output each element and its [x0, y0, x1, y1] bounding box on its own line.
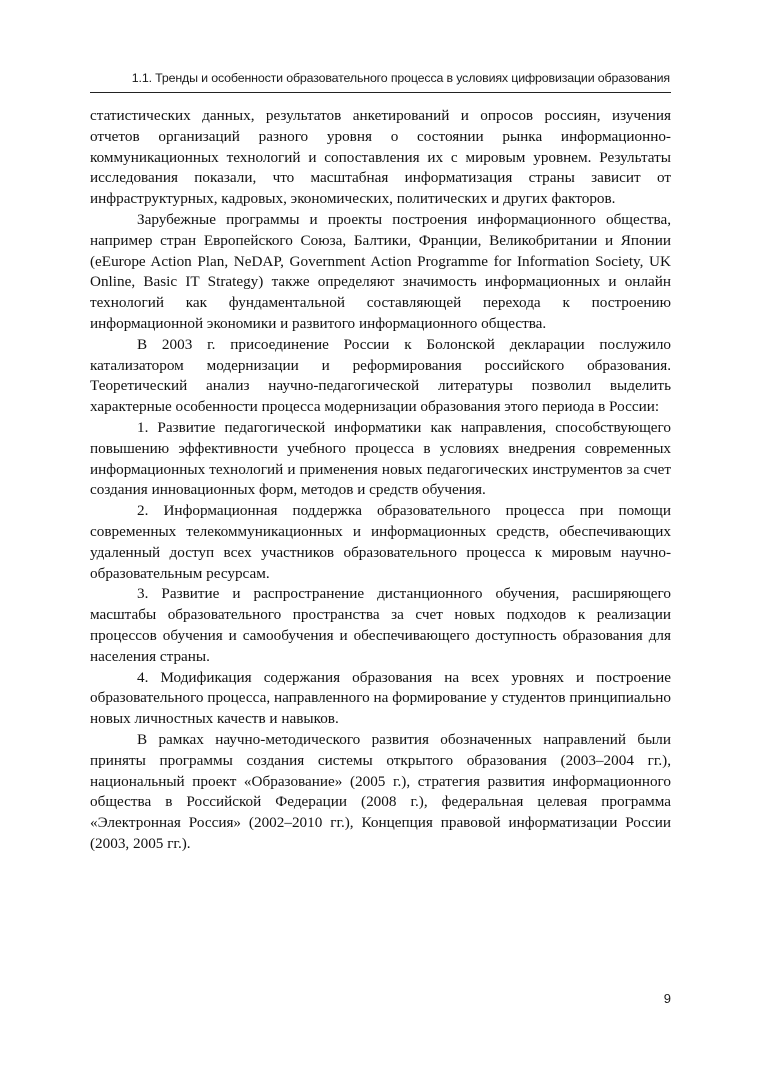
- paragraph-foreign-programs: Зарубежные программы и проекты построения информационного общества, например стран Европейского Союза, Балтики, Франции, Великобритании и Японии (eEurope Action Plan, NeDAP, Government Action Programme for Information Society, UK Online, Basic IT Strategy) также определяют значимость информационных и онлайн технологий как фундаментальной составляющей перехода к построению информационной экономики и развитого информационного общества.: [90, 210, 671, 332]
- body-text: [90, 106, 671, 855]
- paragraph-continuation: статистических данных, результатов анкетирований и опросов россиян, изучения отчетов организаций разного уровня о состоянии рынка информационно-коммуникационных технологий и сопоставления их с мировым уровнем. Результаты исследования показали, что масштабная информатизация страны зависит от инфраструктурных, кадровых, экономических, политических и других факторов.: [90, 107, 671, 208]
- list-item-2: 2. Информационная поддержка образовательного процесса при помощи современных телекоммуникационных и информационных средств, обеспечивающих удаленный доступ всех участников образовательного процесса к мировым научно-образовательным ресурсам.: [90, 502, 671, 582]
- header-rule: [90, 92, 671, 93]
- list-item-3: 3. Развитие и распространение дистанционного обучения, расширяющего масштабы образовательного пространства за счет новых подходов к реализации процессов обучения и самообучения и обеспечивающего доступность образования для населения страны.: [90, 585, 671, 665]
- list-item-4: 4. Модификация содержания образования на всех уровнях и построение образовательного процесса, направленного на формирование у студентов принципиально новых личностных качеств и навыков.: [90, 668, 671, 728]
- paragraph-programs: В рамках научно-методического развития обозначенных направлений были приняты программы создания системы открытого образования (2003–2004 гг.), национальный проект «Образование» (2005 г.), стратегия развития информационного общества в Российской Федерации (2008 г.), федеральная целевая программа «Электронная Россия» (2002–2010 гг.), Концепция правовой информатизации России (2003, 2005 гг.).: [90, 730, 671, 852]
- list-item-1: 1. Развитие педагогической информатики как направления, способствующего повышению эффективности учебного процесса в условиях внедрения современных информационных технологий и применения новых педагогических инструментов за счет создания инновационных форм, методов и средств обучения.: [90, 418, 671, 499]
- paragraph-bologna: В 2003 г. присоединение России к Болонской декларации послужило катализатором модернизации и реформирования российского образования. Теоретический анализ научно-педагогической литературы позволил выделить характерные особенности процесса модернизации образования этого периода в России:: [90, 335, 671, 416]
- page-number: 9: [663, 991, 671, 1006]
- running-header: 1.1. Тренды и особенности образовательного процесса в условиях цифровизации образования: [131, 71, 670, 85]
